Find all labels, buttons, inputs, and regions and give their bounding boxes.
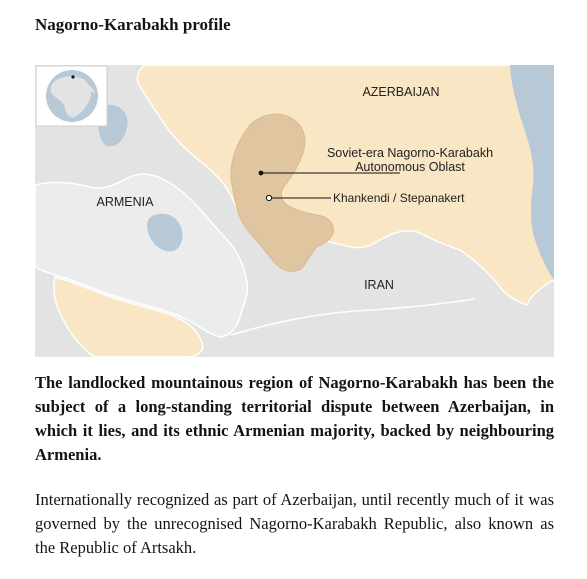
iran-label: IRAN [364,278,394,292]
globe-locator-icon [36,66,107,126]
oblast-label-line1: Soviet-era Nagorno-Karabakh [326,146,494,160]
page-title: Nagorno-Karabakh profile [35,15,231,34]
armenia-label: ARMENIA [96,195,154,209]
city-marker [266,195,271,200]
paragraph-context: Internationally recognized as part of Azerbaijan, until recently much of it was governed by the unrecognised Nagorno-Karabakh Republic, also known as the Republic of Artsakh. [35,490,554,557]
oblast-callout-dot [259,171,264,176]
oblast-label-line2: Autonomous Oblast [355,160,465,174]
region-map [35,65,554,357]
paragraph-summary: The landlocked mountainous region of Nagorno-Karabakh has been the subject of a long-standing territorial dispute between Azerbaijan, in which it lies, and its ethnic Armenian majority, backed by neighbouring Armenia. [35,373,554,464]
azerbaijan-label: AZERBAIJAN [362,85,440,99]
city-label: Khankendi / Stepanakert [333,191,465,205]
